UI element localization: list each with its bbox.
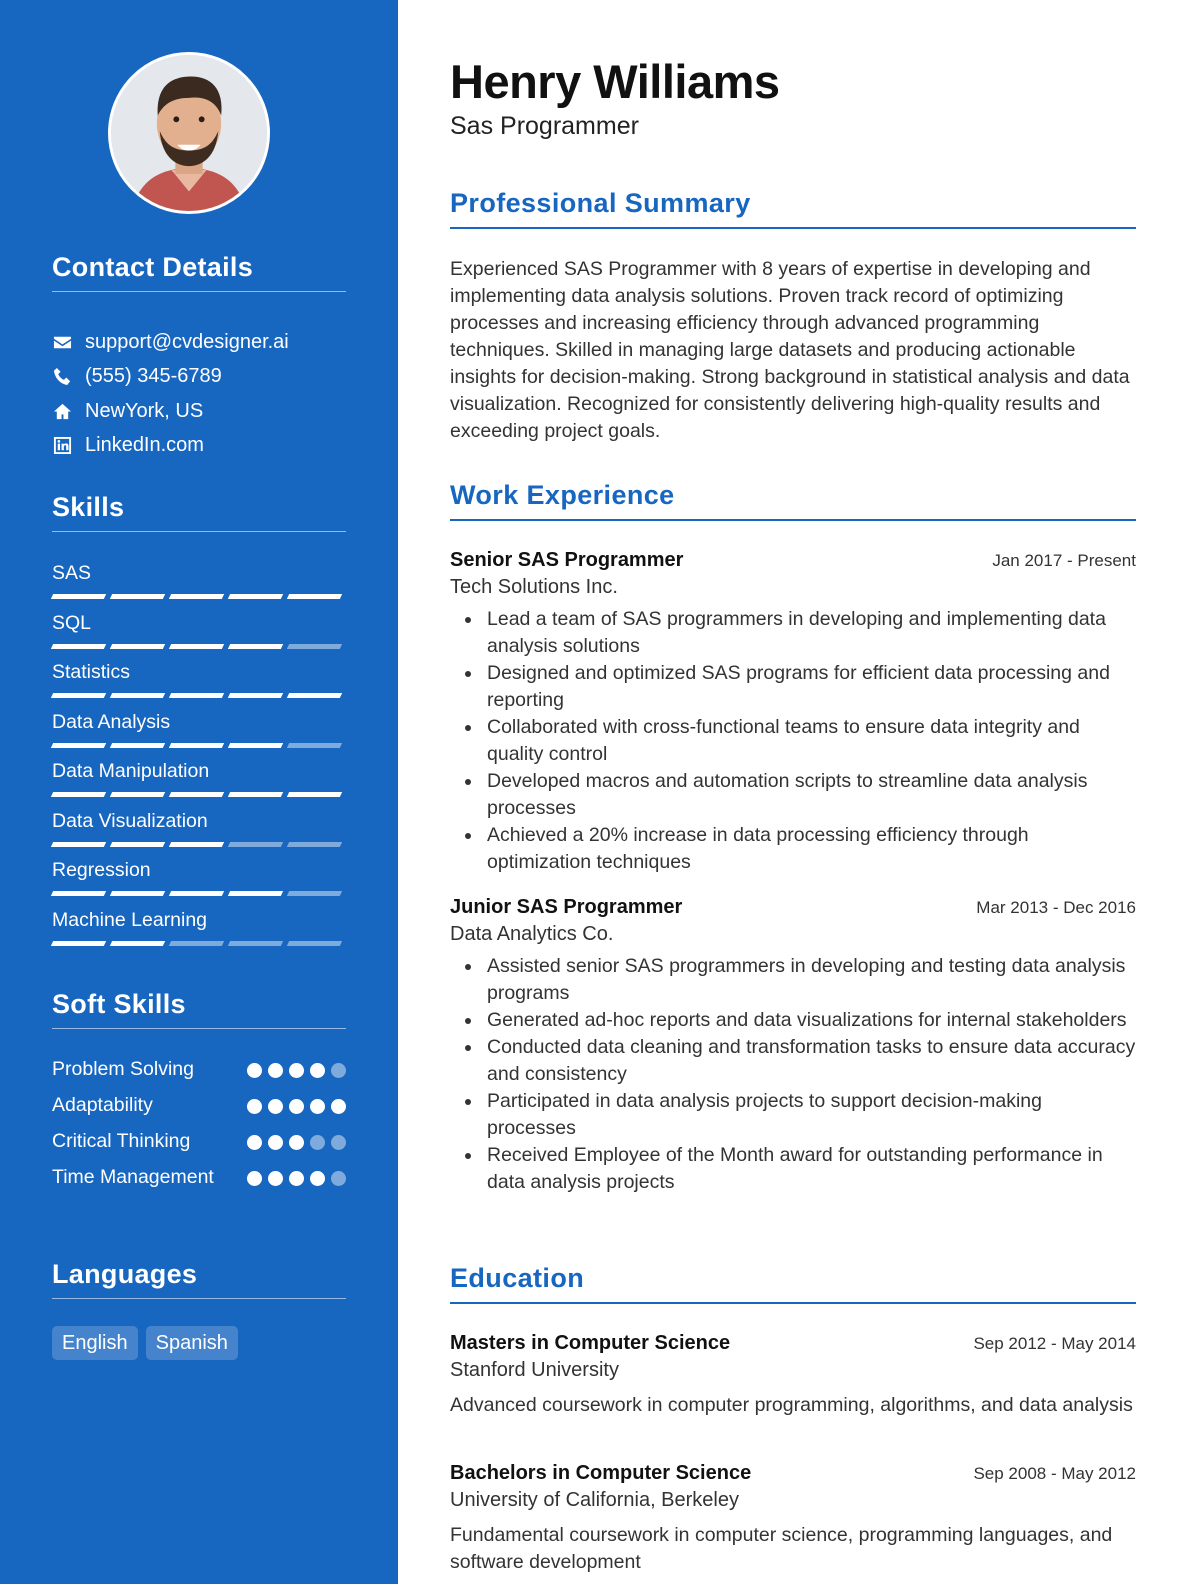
- soft-skill-name: Adaptability: [52, 1094, 153, 1116]
- rating-dot: [331, 1135, 346, 1150]
- skill-item: [52, 808, 346, 858]
- job-company: Data Analytics Co.: [450, 923, 614, 945]
- job-bullet: Generated ad-hoc reports and data visualizations for internal stakeholders: [450, 1007, 1136, 1034]
- skill-level-segment: [228, 842, 283, 847]
- skill-level-bar: [52, 842, 346, 847]
- contact-phone[interactable]: [52, 360, 346, 395]
- experience-heading: Work Experience: [450, 480, 1136, 521]
- summary-heading: Professional Summary: [450, 188, 1136, 229]
- home-icon: [52, 401, 72, 421]
- job-company: Tech Solutions Inc.: [450, 576, 618, 598]
- education-entry: [450, 1459, 1136, 1576]
- job-bullet: Lead a team of SAS programmers in developing and implementing data analysis solutions: [450, 606, 1136, 660]
- skill-level-segment: [51, 792, 106, 797]
- skill-level-segment: [228, 693, 283, 698]
- rating-dot: [268, 1099, 283, 1114]
- skill-item: [52, 610, 346, 660]
- skill-name: Machine Learning: [52, 908, 208, 931]
- job-bullet: Participated in data analysis projects to support decision-making processes: [450, 1088, 1136, 1142]
- skill-level-bar: [52, 644, 346, 649]
- job-bullets: [450, 606, 1136, 876]
- contact-location: [52, 394, 346, 429]
- skill-level-segment: [51, 594, 106, 599]
- skill-level-segment: [169, 644, 224, 649]
- degree-title: Bachelors in Computer Science: [450, 1462, 752, 1484]
- skill-level-segment: [110, 693, 165, 698]
- skill-level-segment: [228, 594, 283, 599]
- skill-level-segment: [169, 842, 224, 847]
- languages-list: [52, 1326, 238, 1360]
- soft-skill-item: [52, 1164, 346, 1191]
- skill-level-bar: [52, 693, 346, 698]
- soft-skill-rating: [247, 1099, 346, 1114]
- soft-skill-name: Critical Thinking: [52, 1130, 191, 1152]
- job-bullet: Achieved a 20% increase in data processing efficiency through optimization techniques: [450, 822, 1136, 876]
- skills-list: [52, 560, 346, 956]
- soft-skill-item: [52, 1092, 346, 1119]
- rating-dot: [331, 1063, 346, 1078]
- skill-level-segment: [51, 842, 106, 847]
- skill-item: [52, 560, 346, 610]
- rating-dot: [247, 1099, 262, 1114]
- soft-skills-heading: Soft Skills: [52, 989, 346, 1029]
- school-name: University of California, Berkeley: [450, 1489, 739, 1511]
- skill-item: [52, 758, 346, 808]
- skill-level-segment: [110, 842, 165, 847]
- rating-dot: [268, 1135, 283, 1150]
- skills-heading: Skills: [52, 492, 346, 532]
- contact-linkedin[interactable]: [52, 429, 346, 464]
- skill-level-segment: [287, 941, 342, 946]
- soft-skill-item: [52, 1056, 346, 1083]
- job-entry: [450, 893, 1136, 1196]
- rating-dot: [289, 1099, 304, 1114]
- skill-level-segment: [287, 644, 342, 649]
- contact-phone-text: (555) 345-6789: [85, 365, 222, 388]
- rating-dot: [268, 1063, 283, 1078]
- soft-skill-rating: [247, 1171, 346, 1186]
- linkedin-icon: [52, 436, 72, 456]
- skill-level-segment: [228, 891, 283, 896]
- envelope-icon: [52, 332, 72, 352]
- skill-level-segment: [51, 891, 106, 896]
- education-entry: [450, 1329, 1136, 1419]
- contact-list: [52, 325, 346, 463]
- skill-level-segment: [169, 792, 224, 797]
- skill-name: Data Analysis: [52, 710, 171, 733]
- skill-level-segment: [110, 891, 165, 896]
- rating-dot: [310, 1171, 325, 1186]
- skill-level-segment: [51, 941, 106, 946]
- job-bullet: Developed macros and automation scripts to streamline data analysis processes: [450, 768, 1136, 822]
- degree-description: Fundamental coursework in computer science, programming languages, and software development: [450, 1524, 1113, 1573]
- degree-title: Masters in Computer Science: [450, 1332, 731, 1354]
- skill-level-segment: [287, 891, 342, 896]
- rating-dot: [268, 1171, 283, 1186]
- language-tag: English: [52, 1326, 138, 1360]
- contact-details-heading: Contact Details: [52, 252, 346, 292]
- skill-level-segment: [228, 941, 283, 946]
- rating-dot: [247, 1171, 262, 1186]
- rating-dot: [310, 1135, 325, 1150]
- skill-level-segment: [228, 743, 283, 748]
- skill-item: [52, 659, 346, 709]
- skill-level-bar: [52, 891, 346, 896]
- skill-level-segment: [228, 644, 283, 649]
- skill-level-segment: [169, 743, 224, 748]
- degree-description: Advanced coursework in computer programming, algorithms, and data analysis: [450, 1394, 1133, 1416]
- skill-name: Regression: [52, 859, 151, 881]
- soft-skill-name: Time Management: [52, 1166, 214, 1188]
- skill-item: [52, 857, 346, 907]
- job-bullet: Designed and optimized SAS programs for efficient data processing and reporting: [450, 660, 1136, 714]
- skill-level-segment: [287, 792, 342, 797]
- contact-email[interactable]: [52, 325, 346, 360]
- job-dates: Jan 2017 - Present: [992, 551, 1136, 570]
- skill-level-bar: [52, 594, 346, 599]
- contact-linkedin-text: LinkedIn.com: [85, 434, 204, 457]
- skill-level-segment: [110, 644, 165, 649]
- skill-level-segment: [169, 594, 224, 599]
- school-name: Stanford University: [450, 1359, 619, 1381]
- skill-level-segment: [228, 792, 283, 797]
- job-dates: Mar 2013 - Dec 2016: [976, 898, 1136, 917]
- soft-skill-rating: [247, 1135, 346, 1150]
- rating-dot: [247, 1063, 262, 1078]
- contact-location-text: NewYork, US: [85, 399, 204, 422]
- sidebar: [0, 0, 398, 1584]
- soft-skill-rating: [247, 1063, 346, 1078]
- skill-item: [52, 709, 346, 759]
- skill-level-bar: [52, 792, 346, 797]
- skill-name: Data Manipulation: [52, 760, 210, 782]
- skill-level-segment: [110, 792, 165, 797]
- skill-level-segment: [110, 743, 165, 748]
- skill-level-segment: [287, 693, 342, 698]
- job-bullets: [450, 953, 1136, 1196]
- job-title: Junior SAS Programmer: [450, 896, 683, 918]
- skill-level-segment: [287, 743, 342, 748]
- skill-name: SAS: [52, 562, 92, 584]
- job-bullet: Conducted data cleaning and transformation tasks to ensure data accuracy and consistency: [450, 1034, 1136, 1088]
- degree-dates: Sep 2008 - May 2012: [973, 1464, 1136, 1483]
- skill-name: Statistics: [52, 661, 131, 683]
- languages-heading: Languages: [52, 1259, 346, 1299]
- skill-level-segment: [169, 693, 224, 698]
- profile-photo: [108, 52, 270, 214]
- rating-dot: [331, 1171, 346, 1186]
- soft-skill-item: [52, 1128, 346, 1155]
- skill-level-segment: [169, 891, 224, 896]
- job-entry: [450, 546, 1136, 876]
- person-portrait-icon: [111, 55, 267, 211]
- rating-dot: [289, 1171, 304, 1186]
- phone-icon: [52, 367, 72, 387]
- rating-dot: [310, 1099, 325, 1114]
- soft-skill-name: Problem Solving: [52, 1058, 194, 1080]
- skill-level-segment: [169, 941, 224, 946]
- skill-level-segment: [110, 594, 165, 599]
- skill-level-bar: [52, 941, 346, 946]
- rating-dot: [310, 1063, 325, 1078]
- education-heading: Education: [450, 1263, 1136, 1304]
- candidate-name: Henry Williams: [450, 55, 780, 108]
- job-title: Senior SAS Programmer: [450, 549, 684, 571]
- rating-dot: [331, 1099, 346, 1114]
- summary-text: Experienced SAS Programmer with 8 years of expertise in developing and implementing data analysis solutions. Proven track record of optimizing processes and increasing efficiency through advanced programming techniques. Skilled in managing large datasets and producing actionable insights for decision-making. Strong background in statistical analysis and data visualization. Recognized for consistently delivering high-quality results and exceeding project goals.: [450, 258, 1130, 442]
- skill-level-segment: [51, 644, 106, 649]
- contact-email-text: support@cvdesigner.ai: [85, 330, 289, 353]
- job-bullet: Collaborated with cross-functional teams to ensure data integrity and quality control: [450, 714, 1136, 768]
- candidate-title: Sas Programmer: [450, 112, 639, 140]
- skill-level-segment: [110, 941, 165, 946]
- skill-level-segment: [287, 842, 342, 847]
- rating-dot: [289, 1063, 304, 1078]
- skill-level-segment: [287, 594, 342, 599]
- degree-dates: Sep 2012 - May 2014: [973, 1334, 1136, 1353]
- skill-level-segment: [51, 693, 106, 698]
- soft-skills-list: [52, 1056, 346, 1200]
- rating-dot: [247, 1135, 262, 1150]
- skill-name: SQL: [52, 611, 92, 634]
- job-bullet: Received Employee of the Month award for outstanding performance in data analysis projects: [450, 1142, 1136, 1196]
- rating-dot: [289, 1135, 304, 1150]
- skill-level-segment: [51, 743, 106, 748]
- skill-name: Data Visualization: [52, 809, 208, 832]
- language-tag: Spanish: [146, 1326, 238, 1360]
- skill-item: [52, 907, 346, 957]
- skill-level-bar: [52, 743, 346, 748]
- job-bullet: Assisted senior SAS programmers in developing and testing data analysis programs: [450, 953, 1136, 1007]
